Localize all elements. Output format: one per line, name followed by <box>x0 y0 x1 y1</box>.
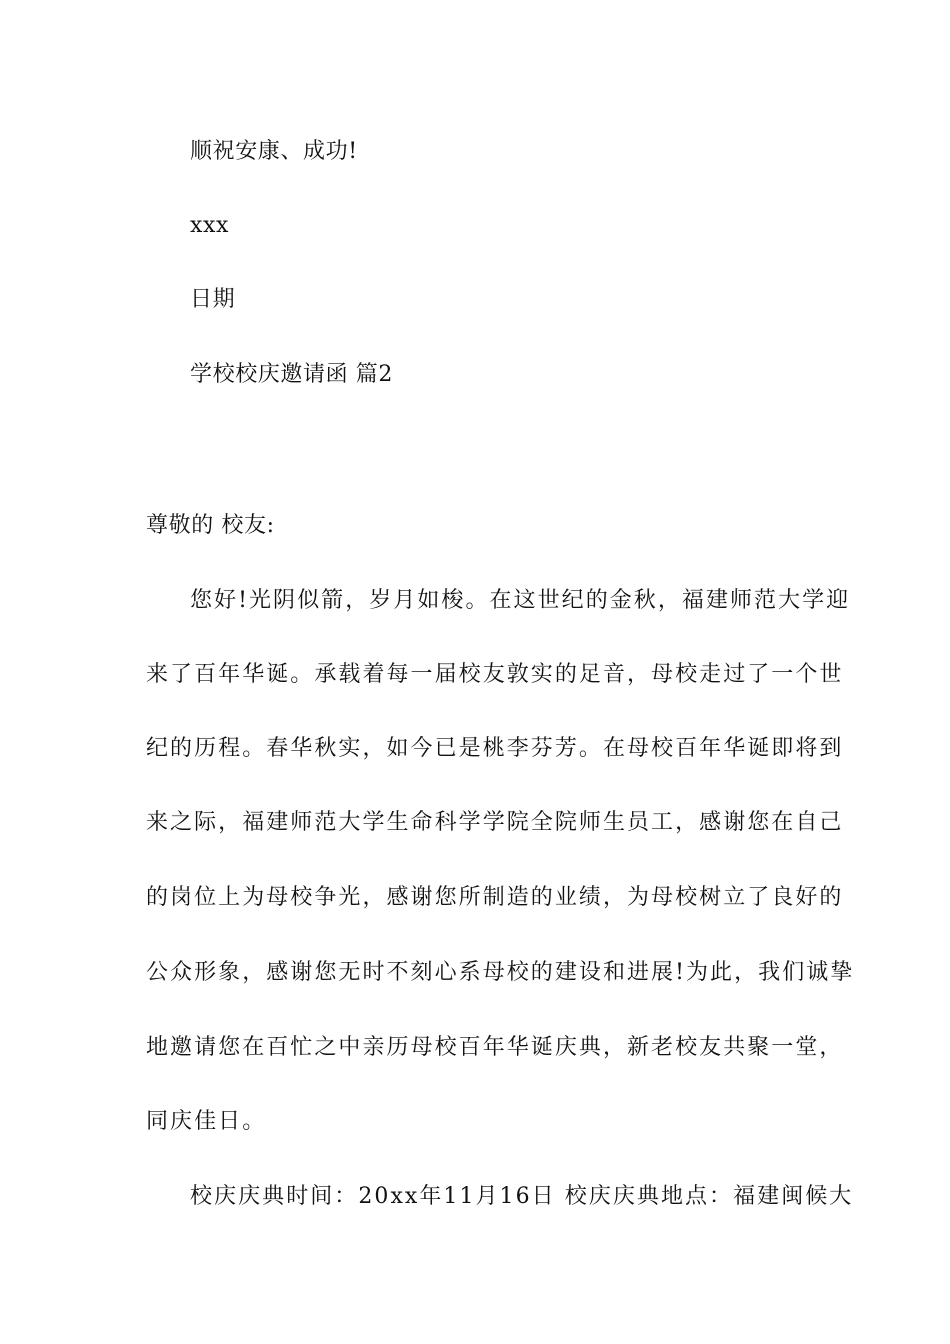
closing-line: 顺祝安康、成功! <box>190 139 358 164</box>
event-details-line: 校庆庆典时间：20xx年11月16日 校庆庆典地点：福建闽候大 <box>190 1184 854 1209</box>
salutation: 尊敬的 校友: <box>146 513 275 538</box>
paragraph-line: 来了百年华诞。承载着每一届校友敦实的足音，母校走过了一个世 <box>146 662 844 687</box>
paragraph-line: 地邀请您在百忙之中亲历母校百年华诞庆典，新老校友共聚一堂， <box>146 1035 844 1060</box>
signature-line: xxx <box>190 213 230 238</box>
paragraph-line: 您好!光阴似箭，岁月如梭。在这世纪的金秋，福建师范大学迎 <box>190 588 851 613</box>
paragraph-line: 公众形象，感谢您无时不刻心系母校的建设和进展!为此，我们诚挚 <box>146 960 855 985</box>
paragraph-line: 纪的历程。春华秋实，如今已是桃李芬芳。在母校百年华诞即将到 <box>146 736 844 761</box>
date-label: 日期 <box>190 287 236 312</box>
paragraph-line: 同庆佳日。 <box>146 1109 267 1134</box>
paragraph-line: 的岗位上为母校争光，感谢您所制造的业绩，为母校树立了良好的 <box>146 885 844 910</box>
paragraph-line: 来之际，福建师范大学生命科学学院全院师生员工，感谢您在自己 <box>146 810 844 835</box>
section-title: 学校校庆邀请函 篇2 <box>190 362 393 387</box>
